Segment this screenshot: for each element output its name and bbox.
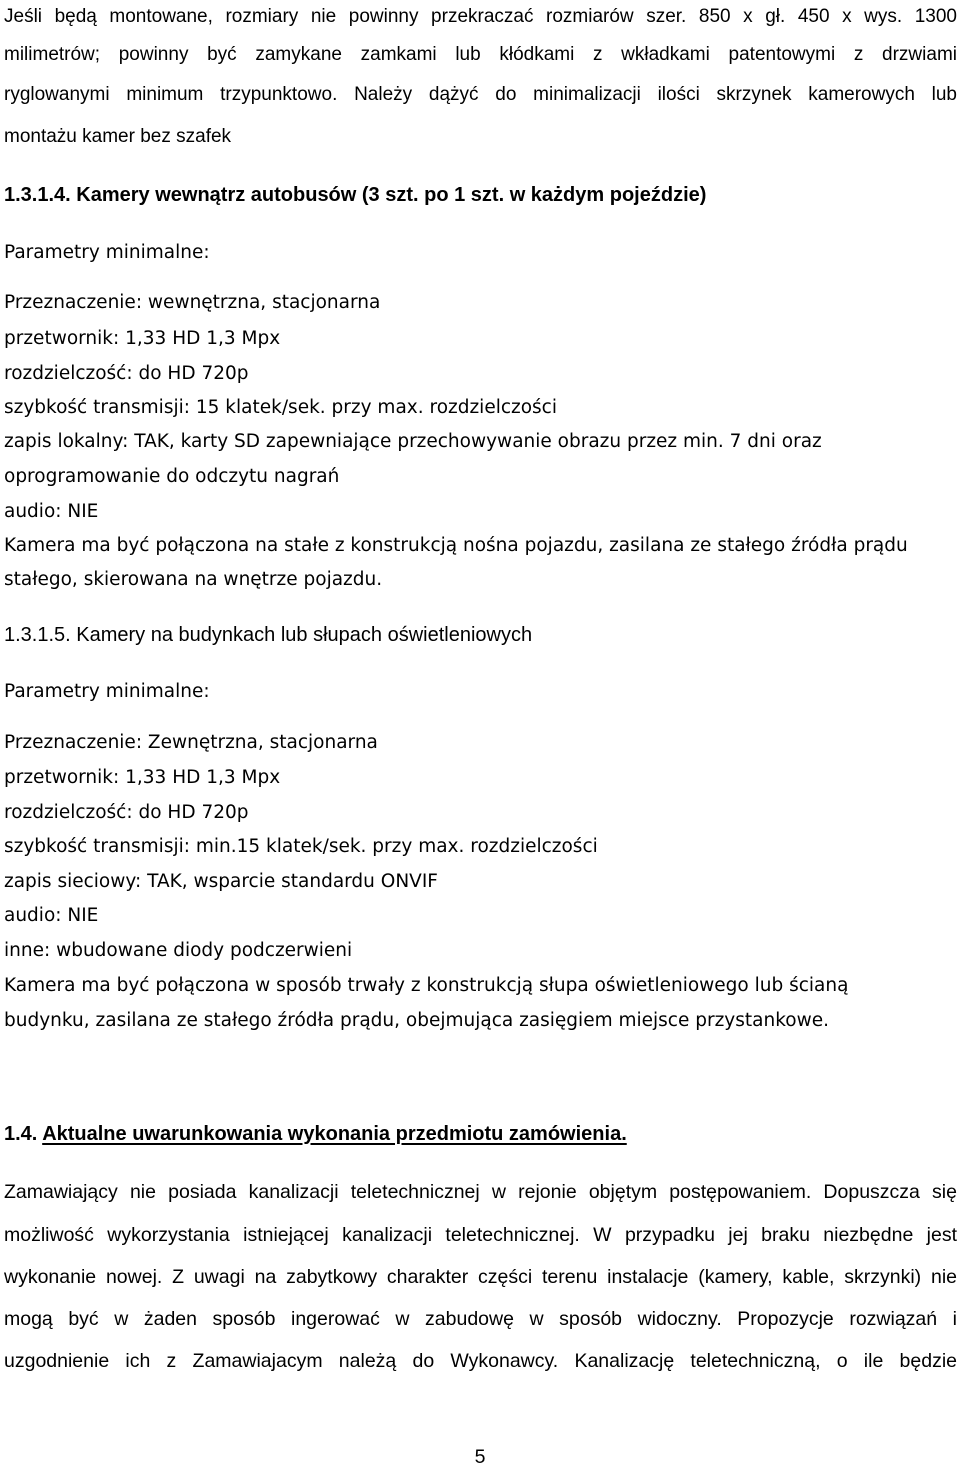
- intro-line: montażu kamer bez szafek: [4, 126, 232, 147]
- spec-line: przetwornik: 1,33 HD 1,3 Mpx: [4, 767, 281, 788]
- spec-line: stałego, skierowana na wnętrze pojazdu.: [4, 569, 383, 590]
- spec-line: oprogramowanie do odczytu nagrań: [4, 466, 340, 487]
- spec-line: Kamera ma być połączona na stałe z konstrukcją nośna pojazdu, zasilana ze stałego źródła prądu: [4, 535, 908, 556]
- spec-line: szybkość transmisji: 15 klatek/sek. przy max. rozdzielczości: [4, 397, 557, 418]
- params-label: Parametry minimalne:: [4, 681, 210, 702]
- paragraph-line: mogą być w żaden sposób ingerować w zabudowę w sposób widoczny. Propozycje rozwiązań i: [4, 1308, 957, 1330]
- spec-line: przetwornik: 1,33 HD 1,3 Mpx: [4, 328, 281, 349]
- paragraph-line: wykonanie nowej. Z uwagi na zabytkowy charakter części terenu instalacje (kamery, kable, skrzynki) nie: [4, 1266, 957, 1288]
- spec-line: zapis sieciowy: TAK, wsparcie standardu ONVIF: [4, 871, 438, 892]
- spec-line: audio: NIE: [4, 501, 99, 522]
- section-number: 1.4.: [4, 1123, 38, 1145]
- spec-line: rozdzielczość: do HD 720p: [4, 802, 249, 823]
- intro-line: Jeśli będą montowane, rozmiary nie powinny przekraczać rozmiarów szer. 850 x gł. 450 x wys. 1300: [4, 6, 957, 27]
- spec-line: budynku, zasilana ze stałego źródła prądu, obejmująca zasięgiem miejsce przystankowe.: [4, 1010, 829, 1031]
- paragraph-line: uzgodnienie ich z Zamawiajacym należą do Wykonawcy. Kanalizację teletechniczną, o ile będzie: [4, 1350, 957, 1372]
- spec-line: zapis lokalny: TAK, karty SD zapewniające przechowywanie obrazu przez min. 7 dni oraz: [4, 431, 822, 452]
- intro-line: ryglowanymi minimum trzypunktowo. Należy dążyć do minimalizacji ilości skrzynek kamerowych lub: [4, 84, 957, 105]
- spec-line: rozdzielczość: do HD 720p: [4, 363, 249, 384]
- spec-line: Przeznaczenie: wewnętrzna, stacjonarna: [4, 292, 381, 313]
- section-heading-1315: 1.3.1.5. Kamery na budynkach lub słupach oświetleniowych: [4, 624, 533, 646]
- spec-line: Kamera ma być połączona w sposób trwały z konstrukcją słupa oświetleniowego lub ścianą: [4, 975, 849, 996]
- spec-line: szybkość transmisji: min.15 klatek/sek. przy max. rozdzielczości: [4, 836, 598, 857]
- section-heading-14: [4, 1122, 627, 1146]
- params-label: Parametry minimalne:: [4, 242, 210, 263]
- intro-line: milimetrów; powinny być zamykane zamkami lub kłódkami z wkładkami patentowymi z drzwiami: [4, 44, 957, 65]
- spec-line: inne: wbudowane diody podczerwieni: [4, 940, 353, 961]
- page-number: 5: [474, 1446, 486, 1468]
- paragraph-line: Zamawiający nie posiada kanalizacji teletechnicznej w rejonie objętym postępowaniem. Dopuszcza się: [4, 1181, 957, 1203]
- section-heading-1314: 1.3.1.4. Kamery wewnątrz autobusów (3 szt. po 1 szt. w każdym pojeździe): [4, 184, 707, 206]
- spec-line: audio: NIE: [4, 905, 99, 926]
- section-title: Aktualne uwarunkowania wykonania przedmiotu zamówienia.: [42, 1123, 627, 1145]
- paragraph-line: możliwość wykorzystania istniejącej kanalizacji teletechnicznej. W przypadku jej braku niezbędne jest: [4, 1224, 957, 1246]
- spec-line: Przeznaczenie: Zewnętrzna, stacjonarna: [4, 732, 378, 753]
